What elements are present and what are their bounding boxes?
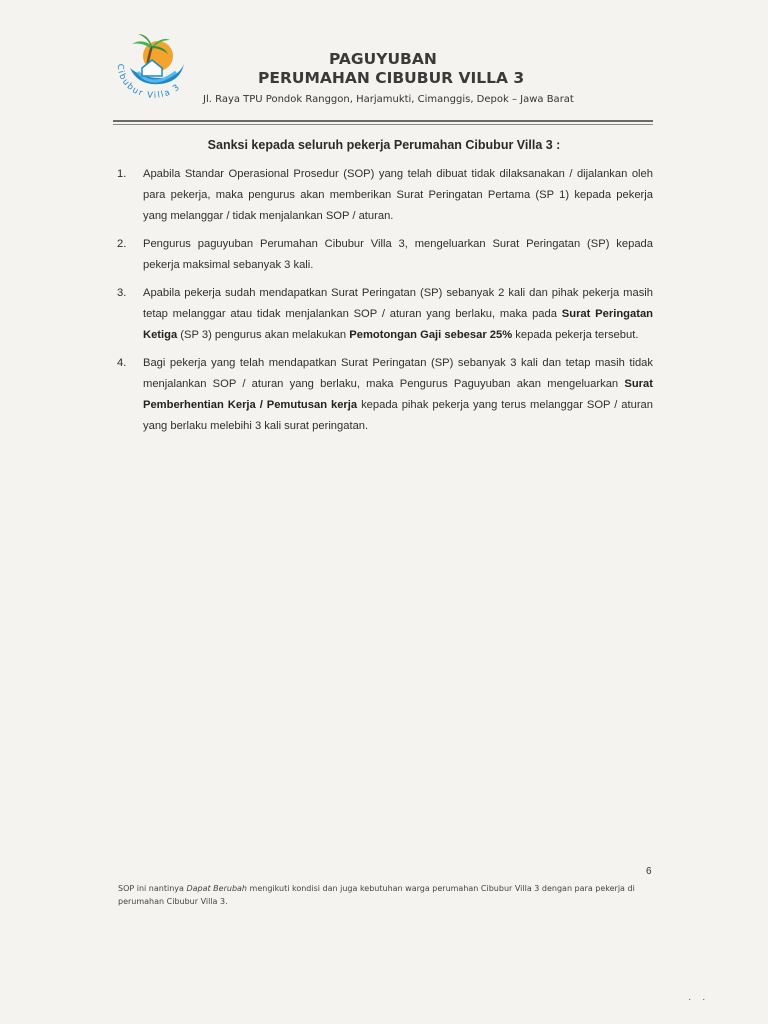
list-item-number: 3. (117, 287, 127, 299)
page-number: 6 (646, 866, 652, 877)
list-item (117, 234, 653, 276)
list-item-text (143, 353, 653, 437)
list-item-number: 2. (117, 238, 127, 250)
paragraph-text: Bagi pekerja yang telah mendapatkan Surat Peringatan (SP) sebanyak 3 kali dan tetap masih tidak menjalankan SOP / aturan yang berlaku, maka Pengurus Paguyuban akan mengeluarkan (143, 357, 653, 390)
list-item (117, 353, 653, 437)
emphasized-text: Surat Pemberhentian Kerja / Pemutusan kerja (143, 378, 653, 411)
list-item-text (143, 164, 653, 227)
corner-marks: · · (688, 994, 710, 1005)
emphasized-text: Surat Peringatan Ketiga (143, 308, 653, 341)
emphasized-text: Pemotongan Gaji sebesar 25% (349, 329, 513, 341)
header-rule-thin (113, 124, 653, 125)
list-item (117, 283, 653, 346)
paragraph-text: kepada pihak pekerja yang terus melanggar SOP / aturan yang berlaku melebihi 3 kali surat peringatan. (143, 399, 653, 432)
footnote-text-start: SOP ini nantinya (118, 884, 187, 893)
organization-name-line1: PAGUYUBAN (329, 50, 437, 68)
footnote-text-end: mengikuti kondisi dan juga kebutuhan warga perumahan Cibubur Villa 3 dengan para pekerja di perumahan Cibubur Villa 3. (118, 884, 635, 906)
organization-name-line2: PERUMAHAN CIBUBUR VILLA 3 (258, 69, 525, 87)
list-item-number: 4. (117, 357, 127, 369)
organization-address: Jl. Raya TPU Pondok Ranggon, Harjamukti, Cimanggis, Depok – Jawa Barat (203, 94, 574, 105)
logo-arc-text: Cibubur Villa 3 (114, 63, 183, 101)
paragraph-text: kepada pekerja tersebut. (512, 329, 639, 341)
header-rule-thick (113, 120, 653, 122)
list-item-number: 1. (117, 168, 127, 180)
paragraph-text: Pengurus paguyuban Perumahan Cibubur Villa 3, mengeluarkan Surat Peringatan (SP) kepada pekerja maksimal sebanyak 3 kali. (143, 238, 653, 271)
footnote-emphasis: Dapat Berubah (186, 884, 247, 893)
document-title: Sanksi kepada seluruh pekerja Perumahan Cibubur Villa 3 : (207, 138, 561, 152)
sanction-list (117, 164, 653, 444)
paragraph-text: Apabila pekerja sudah mendapatkan Surat Peringatan (SP) sebanyak 2 kali dan pihak pekerja masih tetap melanggar atau tidak menjalankan SOP / aturan yang berlaku, maka pada (143, 287, 653, 320)
palm-tree-logo-icon (108, 28, 200, 110)
organization-logo (108, 28, 200, 110)
list-item-text (143, 283, 653, 346)
list-item-text (143, 234, 653, 276)
paragraph-text: (SP 3) pengurus akan melakukan (177, 329, 350, 341)
footnote (118, 882, 658, 908)
list-item (117, 164, 653, 227)
paragraph-text: Apabila Standar Operasional Prosedur (SOP) yang telah dibuat tidak dilaksanakan / dijalankan oleh para pekerja, maka pengurus akan memberikan Surat Peringatan Pertama (SP 1) kepada pekerja yang melanggar / tidak menjalankan SOP / aturan. (143, 168, 653, 222)
